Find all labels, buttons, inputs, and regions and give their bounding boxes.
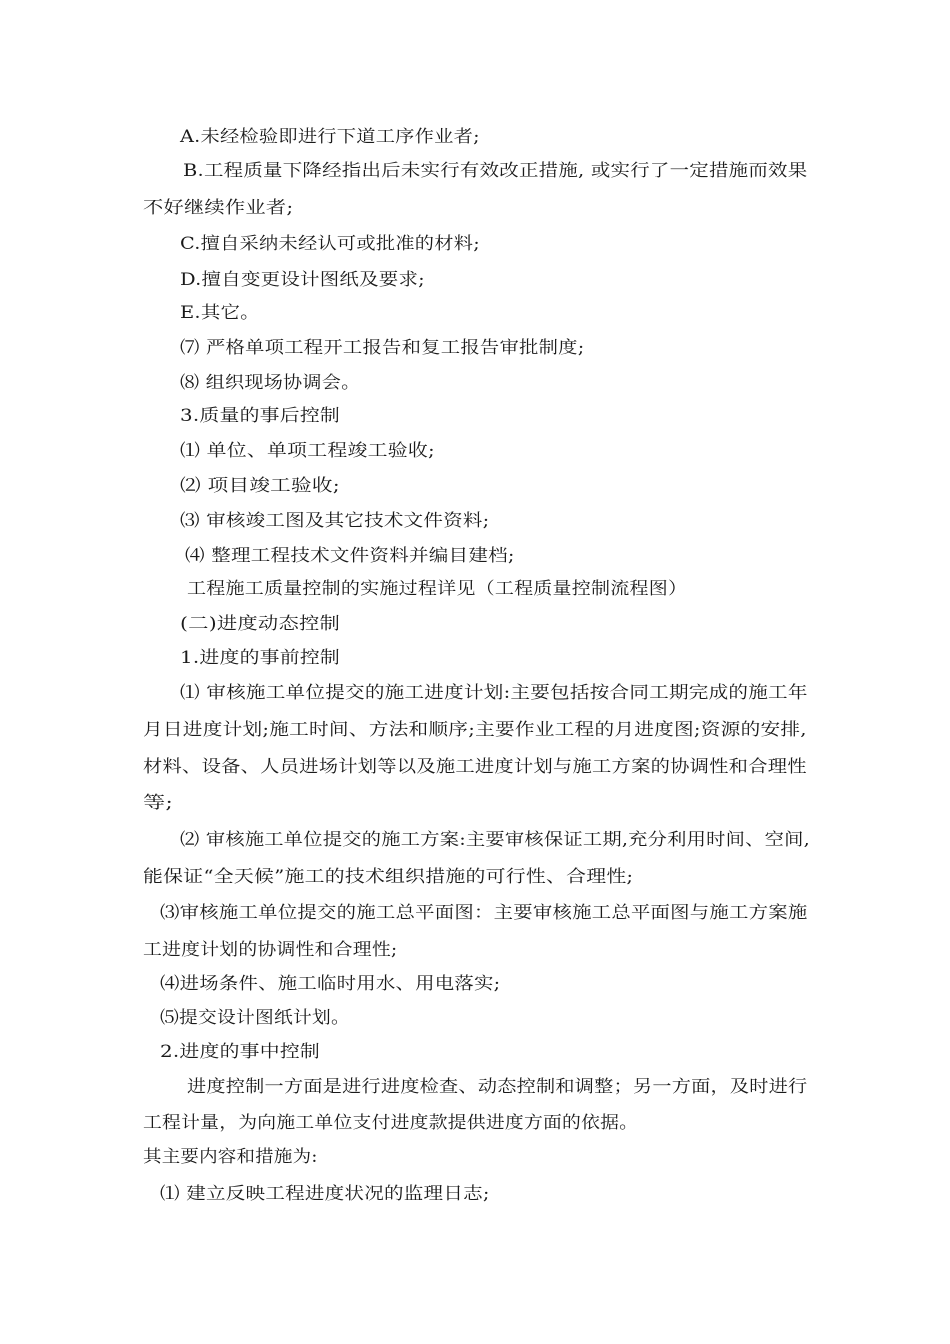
text-line: ⑴ 建立反映工程进度状况的监理日志; <box>160 1184 490 1204</box>
text-line: ⑴ 单位、单项工程竣工验收; <box>180 441 435 461</box>
text-line: 材料、设备、人员进场计划等以及施工进度计划与施工方案的协调性和合理性 <box>143 757 807 777</box>
text-line: 3.质量的事后控制 <box>180 406 341 426</box>
text-line: 工程施工质量控制的实施过程详见（工程质量控制流程图） <box>187 579 688 599</box>
text-line: D.擅自变更设计图纸及要求; <box>180 270 425 290</box>
text-line: (二)进度动态控制 <box>180 614 341 634</box>
text-line: 月日进度计划;施工时间、方法和顺序;主要作业工程的月进度图;资源的安排, <box>143 720 807 740</box>
text-line: ⑺ 严格单项工程开工报告和复工报告审批制度; <box>180 338 585 358</box>
text-line: ⑴ 审核施工单位提交的施工进度计划:主要包括按合同工期完成的施工年 <box>180 683 808 703</box>
text-line: 1.进度的事前控制 <box>180 648 341 668</box>
text-line: ⑻ 组织现场协调会。 <box>180 373 361 393</box>
text-line: B.工程质量下降经指出后未实行有效改正措施, 或实行了一定措施而效果 <box>183 161 808 181</box>
text-line: 进度控制一方面是进行进度检查、动态控制和调整；另一方面，及时进行 <box>187 1077 808 1097</box>
text-line: 工进度计划的协调性和合理性; <box>143 940 398 960</box>
text-line: 其主要内容和措施为: <box>143 1147 318 1167</box>
text-line: ⑶ 审核竣工图及其它技术文件资料; <box>180 511 490 531</box>
text-line: 2.进度的事中控制 <box>160 1042 321 1062</box>
text-line: A.未经检验即进行下道工序作业者; <box>180 127 480 147</box>
text-line: ⑵ 审核施工单位提交的施工方案:主要审核保证工期,充分利用时间、空间, <box>180 830 810 850</box>
text-line: 不好继续作业者; <box>143 198 294 218</box>
text-line: ⑷ 整理工程技术文件资料并编目建档; <box>185 546 515 566</box>
text-line: 能保证“全天候”施工的技术组织措施的可行性、合理性; <box>143 867 634 887</box>
text-line: 等; <box>143 793 174 813</box>
text-line: ⑸提交设计图纸计划。 <box>160 1008 350 1028</box>
text-line: ⑵ 项目竣工验收; <box>180 476 340 496</box>
text-line: 工程计量，为向施工单位支付进度款提供进度方面的依据。 <box>143 1113 639 1133</box>
text-line: C.擅自采纳未经认可或批准的材料; <box>180 234 480 254</box>
text-line: E.其它。 <box>180 303 260 323</box>
text-line: ⑶审核施工单位提交的施工总平面图：主要审核施工总平面图与施工方案施 <box>160 903 808 923</box>
text-line: ⑷进场条件、施工临时用水、用电落实; <box>160 974 501 994</box>
